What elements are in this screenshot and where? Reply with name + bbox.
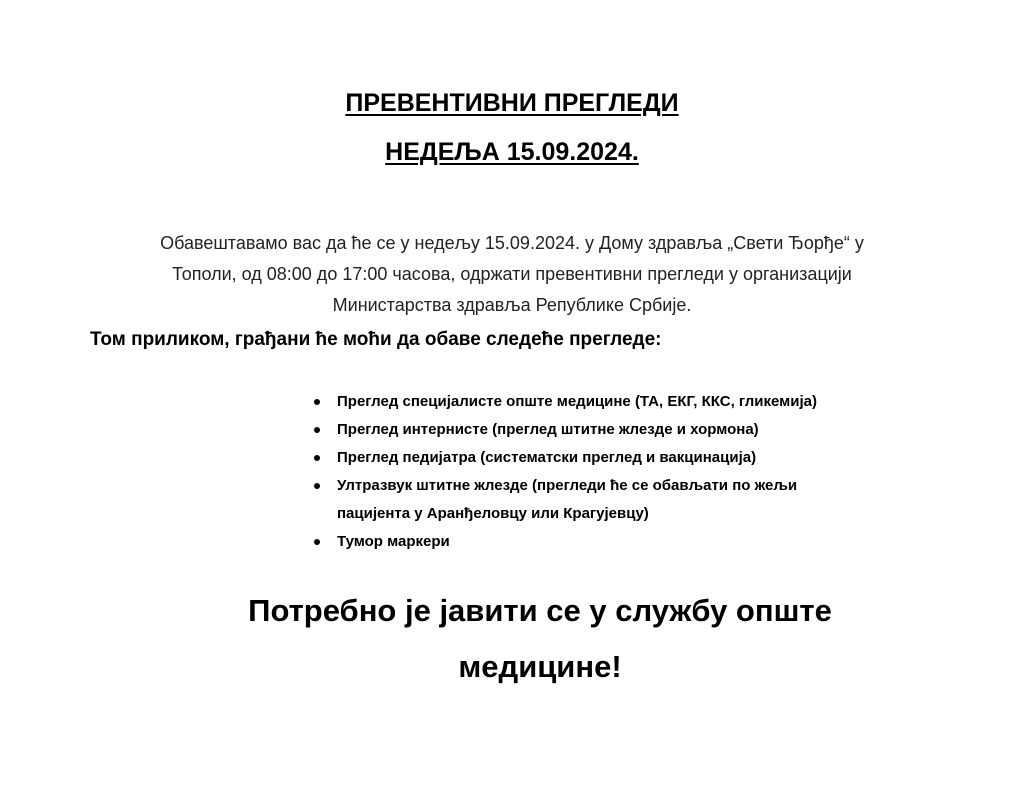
- list-item: [312, 444, 912, 472]
- exam-list: [312, 388, 912, 556]
- title-line-1: ПРЕВЕНТИВНИ ПРЕГЛЕДИ: [345, 89, 679, 117]
- bullet-icon: [314, 399, 320, 405]
- list-item: [312, 388, 912, 416]
- list-item-text: пацијента у Аранђеловцу или Крагујевцу): [337, 505, 649, 522]
- list-item-text: Преглед специјалисте опште медицине (ТА, ЕКГ, ККС, гликемија): [337, 393, 818, 410]
- list-item: [312, 472, 912, 500]
- list-item: [312, 416, 912, 444]
- bullet-icon: [314, 427, 320, 433]
- intro-line-2: Тополи, од 08:00 до 17:00 часова, одржати превентивни прегледи у организацији: [172, 264, 852, 284]
- bullet-icon: [314, 455, 320, 461]
- intro-line-1: Обавештавамо вас да ће се у недељу 15.09.2024. у Дому здравља „Свети Ђорђе“ у: [160, 233, 864, 253]
- list-item-text: Преглед интернисте (преглед штитне жлезде и хормона): [337, 421, 759, 438]
- list-item-continuation: [312, 500, 912, 528]
- title-line-2: НЕДЕЉА 15.09.2024.: [385, 138, 639, 166]
- list-item-text: Преглед педијатра (систематски преглед и вакцинација): [337, 449, 757, 466]
- lead-sentence: Том приликом, грађани ће моћи да обаве следеће прегледе:: [90, 329, 662, 350]
- notice-line-1: Потребно је јавити се у службу опште: [248, 593, 832, 628]
- intro-line-3: Министарства здравља Републике Србије.: [332, 295, 692, 315]
- list-item-text: Ултразвук штитне жлезде (прегледи ће се обављати по жељи: [337, 477, 798, 494]
- bullet-icon: [314, 483, 320, 489]
- intro-paragraph: [92, 228, 932, 321]
- bullet-icon: [314, 539, 320, 545]
- list-item-text: Тумор маркери: [337, 533, 450, 550]
- notice: [0, 583, 1024, 695]
- notice-line-2: медицине!: [458, 649, 622, 684]
- list-item: [312, 528, 912, 556]
